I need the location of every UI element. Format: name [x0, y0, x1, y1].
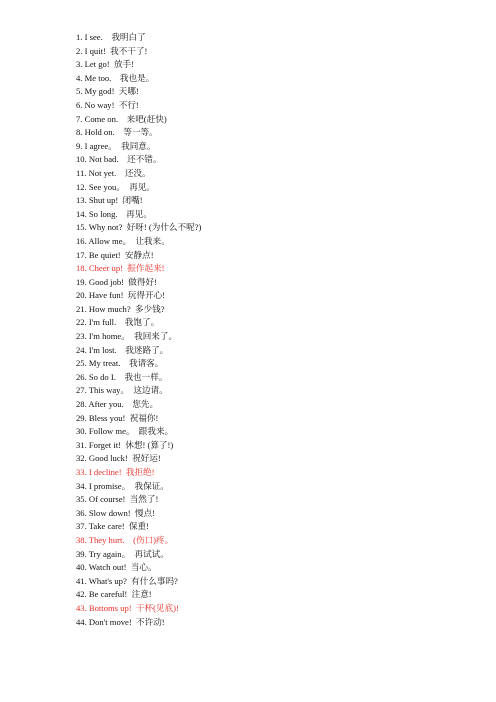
- phrase-line: 14. So long. 再见。: [76, 208, 152, 219]
- phrase-line: 3. Let go! 放手!: [76, 59, 134, 70]
- phrase-line: 39. Try again。 再试试。: [76, 548, 169, 559]
- phrase-line: 34. I promise。 我保证。: [76, 480, 169, 491]
- phrase-line: 5. My god! 天哪!: [76, 86, 139, 97]
- phrase-line: 25. My treat. 我请客。: [76, 358, 164, 369]
- phrase-list: [76, 31, 201, 629]
- phrase-line: 7. Come on. 来吧(赶快): [76, 113, 167, 124]
- phrase-line: 20. Have fun! 玩得开心!: [76, 290, 166, 301]
- phrase-line: 30. Follow me。 跟我来。: [76, 426, 174, 437]
- phrase-line: 33. I decline! 我拒绝!: [76, 467, 155, 477]
- phrase-line: 44. Don't move! 不许动!: [76, 616, 165, 627]
- phrase-line: 35. Of course! 当然了!: [76, 494, 159, 505]
- phrase-line: 28. After you. 您先。: [76, 399, 159, 410]
- phrase-line: 42. Be careful! 注意!: [76, 589, 152, 600]
- phrase-line: 15. Why not? 好呀! (为什么不呢?): [76, 222, 202, 233]
- phrase-line: 2. I quit! 我不干了!: [76, 45, 148, 56]
- phrase-line: 41. What's up? 有什么事吗?: [76, 575, 178, 586]
- phrase-line: 32. Good luck! 祝好运!: [76, 453, 161, 464]
- phrase-line: 37. Take care! 保重!: [76, 521, 149, 532]
- phrase-line: 38. They hurt. (伤口)疼。: [76, 534, 174, 545]
- phrase-line: 13. Shut up! 闭嘴!: [76, 195, 143, 206]
- phrase-line: 23. I'm home。 我回来了。: [76, 331, 178, 342]
- phrase-line: 22. I'm full. 我饱了。: [76, 317, 160, 328]
- phrase-line: 29. Bless you! 祝福你!: [76, 412, 159, 423]
- phrase-line: 40. Watch out! 当心。: [76, 562, 157, 573]
- phrase-line: 11. Not yet. 还没。: [76, 167, 151, 178]
- phrase-line: 18. Cheer up! 振作起来!: [76, 263, 165, 274]
- phrase-line: 4. Me too. 我也是。: [76, 72, 155, 83]
- phrase-line: 1. I see. 我明白了: [76, 32, 146, 42]
- phrase-line: 31. Forget it! 休想! (算了!): [76, 439, 174, 450]
- phrase-line: 21. How much? 多少钱?: [76, 303, 165, 314]
- phrase-line: 26. So do I. 我也一样。: [76, 371, 168, 382]
- phrase-line: 6. No way! 不行!: [76, 99, 139, 110]
- phrase-line: 19. Good job! 做得好!: [76, 276, 157, 287]
- phrase-line: 16. Allow me。 让我来。: [76, 235, 170, 246]
- phrase-line: 27. This way。 这边请。: [76, 385, 168, 396]
- phrase-line: 17. Be quiet! 安静点!: [76, 249, 154, 260]
- phrase-line: 9. I agree。 我同意。: [76, 140, 156, 151]
- phrase-line: 24. I'm lost. 我迷路了。: [76, 344, 169, 355]
- phrase-line: 43. Bottoms up! 干杯(见底)!: [76, 602, 179, 613]
- phrase-line: 10. Not bad. 还不错。: [76, 154, 162, 165]
- phrase-line: 36. Slow down! 慢点!: [76, 507, 156, 518]
- phrase-line: 12. See you。 再见。: [76, 181, 156, 192]
- phrase-line: 8. Hold on. 等一等。: [76, 127, 158, 138]
